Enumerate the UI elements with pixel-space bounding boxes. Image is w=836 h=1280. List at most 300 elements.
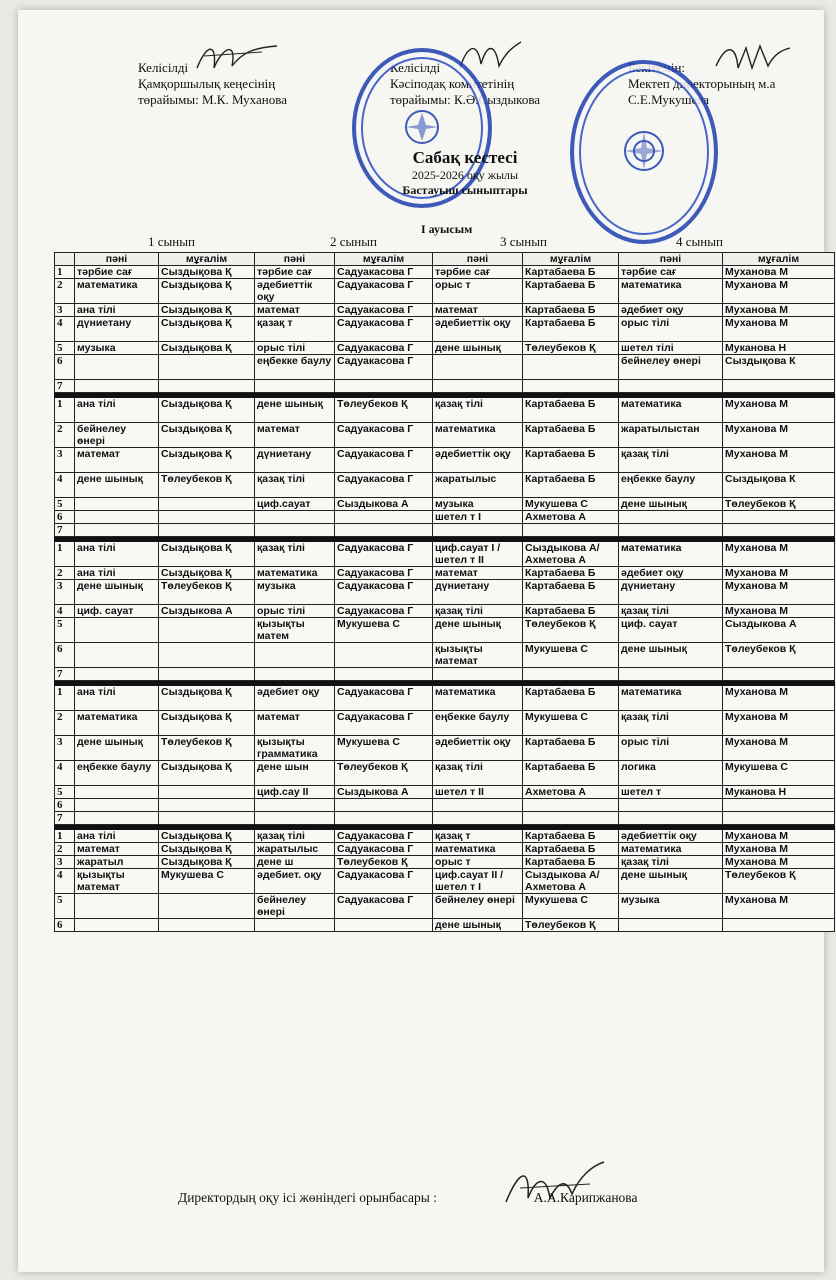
subject-class2: математ — [255, 423, 335, 448]
subject-class2 — [255, 524, 335, 537]
teacher-class2 — [335, 643, 433, 668]
subject-class3: тәрбие сағ — [433, 266, 523, 279]
teacher-class4: Төлеубеков Қ — [723, 869, 835, 894]
table-row — [55, 511, 835, 524]
subject-class1: дүниетану — [75, 317, 159, 342]
teacher-class1 — [159, 524, 255, 537]
subject-class3 — [433, 355, 523, 380]
teacher-class2 — [335, 668, 433, 681]
teacher-class3: Ахметова А — [523, 511, 619, 524]
subject-class1 — [75, 524, 159, 537]
subject-class3: еңбекке баулу — [433, 711, 523, 736]
subject-class1: математика — [75, 711, 159, 736]
teacher-class4: Сыздықова К — [723, 355, 835, 380]
seal-emblem-left — [402, 107, 442, 147]
subject-class4: әдебиеттік оқу — [619, 830, 723, 843]
teacher-class1 — [159, 894, 255, 919]
teacher-class1: Төлеубеков Қ — [159, 580, 255, 605]
teacher-class2 — [335, 812, 433, 825]
subject-class3: дүниетану — [433, 580, 523, 605]
teacher-class4: Муканова Н — [723, 342, 835, 355]
subject-class3: қазақ т — [433, 830, 523, 843]
subject-class3: орыс т — [433, 279, 523, 304]
table-row — [55, 812, 835, 825]
signature-footer — [500, 1158, 610, 1218]
lesson-number: 2 — [55, 711, 75, 736]
subject-class4: қазақ тілі — [619, 711, 723, 736]
teacher-class1 — [159, 511, 255, 524]
subject-class3: қазақ тілі — [433, 605, 523, 618]
title-main: Сабақ кестесі — [412, 148, 518, 167]
teacher-class4: Муханова М — [723, 266, 835, 279]
teacher-class2: Садуакасова Г — [335, 830, 433, 843]
subject-class2: қызықты грамматика — [255, 736, 335, 761]
lesson-number: 6 — [55, 799, 75, 812]
approval-right-line1: Бекітемін: — [628, 60, 686, 75]
subject-class4: музыка — [619, 894, 723, 919]
subject-class3: шетел т I — [433, 511, 523, 524]
table-row — [55, 786, 835, 799]
table-row — [55, 448, 835, 473]
teacher-class1: Сыздыкова А — [159, 605, 255, 618]
subject-class4: жаратылыстан — [619, 423, 723, 448]
table-row — [55, 686, 835, 711]
teacher-class3: Картабаева Б — [523, 856, 619, 869]
teacher-class3: Мукушева С — [523, 498, 619, 511]
subject-class1: ана тілі — [75, 398, 159, 423]
teacher-class4 — [723, 812, 835, 825]
subject-class3 — [433, 812, 523, 825]
teacher-class4: Муханова М — [723, 398, 835, 423]
col-subject-4: пәні — [619, 253, 723, 266]
teacher-class4: Муханова М — [723, 843, 835, 856]
teacher-class1 — [159, 812, 255, 825]
lesson-number: 1 — [55, 686, 75, 711]
lesson-number: 1 — [55, 542, 75, 567]
teacher-class4: Муханова М — [723, 423, 835, 448]
class-header-2: 2 сынып — [330, 234, 377, 249]
teacher-class3: Картабаева Б — [523, 266, 619, 279]
subject-class1 — [75, 643, 159, 668]
teacher-class3: Картабаева Б — [523, 423, 619, 448]
subject-class2: математ — [255, 304, 335, 317]
teacher-class4: Сыздыкова А — [723, 618, 835, 643]
col-subject-3: пәні — [433, 253, 523, 266]
teacher-class1 — [159, 355, 255, 380]
teacher-class2: Сыздыкова А — [335, 786, 433, 799]
teacher-class3: Картабаева Б — [523, 317, 619, 342]
teacher-class3: Картабаева Б — [523, 761, 619, 786]
teacher-class3: Төлеубеков Қ — [523, 919, 619, 932]
class-header-1: 1 сынып — [148, 234, 195, 249]
teacher-class4 — [723, 524, 835, 537]
table-row — [55, 919, 835, 932]
lesson-number: 2 — [55, 279, 75, 304]
teacher-class2: Садуакасова Г — [335, 894, 433, 919]
teacher-class2: Садуакасова Г — [335, 342, 433, 355]
class-header-3: 3 сынып — [500, 234, 547, 249]
subject-class2: орыс тілі — [255, 342, 335, 355]
lesson-number: 3 — [55, 580, 75, 605]
teacher-class3 — [523, 812, 619, 825]
subject-class4: бейнелеу өнері — [619, 355, 723, 380]
subject-class4 — [619, 524, 723, 537]
col-number — [55, 253, 75, 266]
approval-center-line3: төрайымы: К.Ә.Сыздыкова — [390, 92, 541, 107]
subject-class2: математика — [255, 567, 335, 580]
subject-class4 — [619, 511, 723, 524]
subject-class1 — [75, 355, 159, 380]
teacher-class2: Садуакасова Г — [335, 423, 433, 448]
table-row — [55, 423, 835, 448]
subject-class4: математика — [619, 542, 723, 567]
lesson-number: 5 — [55, 498, 75, 511]
teacher-class1: Сыздықова Қ — [159, 266, 255, 279]
subject-class2 — [255, 919, 335, 932]
teacher-class2: Садуакасова Г — [335, 279, 433, 304]
subject-class2: әдебиеттік оқу — [255, 279, 335, 304]
table-row — [55, 317, 835, 342]
lesson-number: 4 — [55, 869, 75, 894]
teacher-class2: Садуакасова Г — [335, 869, 433, 894]
teacher-class2 — [335, 511, 433, 524]
table-row — [55, 761, 835, 786]
teacher-class1: Сыздықова Қ — [159, 317, 255, 342]
subject-class4: қазақ тілі — [619, 856, 723, 869]
subject-class2: циф.сауат — [255, 498, 335, 511]
teacher-class2: Садуакасова Г — [335, 605, 433, 618]
table-row — [55, 830, 835, 843]
teacher-class3: Төлеубеков Қ — [523, 618, 619, 643]
lesson-number: 3 — [55, 856, 75, 869]
subject-class2 — [255, 643, 335, 668]
subject-class1 — [75, 919, 159, 932]
approval-center-line1: Келісілді — [390, 60, 441, 75]
subject-class3: қазақ тілі — [433, 761, 523, 786]
subject-class1 — [75, 894, 159, 919]
teacher-class1: Төлеубеков Қ — [159, 736, 255, 761]
teacher-class3: Картабаева Б — [523, 605, 619, 618]
subject-class1: дене шынық — [75, 736, 159, 761]
teacher-class2: Садуакасова Г — [335, 580, 433, 605]
teacher-class4: Муханова М — [723, 686, 835, 711]
table-row — [55, 279, 835, 304]
teacher-class4: Муханова М — [723, 567, 835, 580]
subject-class3: әдебиеттік оқу — [433, 448, 523, 473]
teacher-class4 — [723, 668, 835, 681]
subject-class3: дене шынық — [433, 342, 523, 355]
table-row — [55, 498, 835, 511]
subject-class2: тәрбие сағ — [255, 266, 335, 279]
teacher-class1: Сыздықова Қ — [159, 304, 255, 317]
teacher-class4 — [723, 919, 835, 932]
subject-class3: дене шынық — [433, 919, 523, 932]
lesson-number: 1 — [55, 830, 75, 843]
teacher-class2: Садуакасова Г — [335, 266, 433, 279]
teacher-class1: Төлеубеков Қ — [159, 473, 255, 498]
subject-class2: циф.сау II — [255, 786, 335, 799]
signature-right — [712, 38, 792, 78]
teacher-class3 — [523, 355, 619, 380]
table-row — [55, 711, 835, 736]
subject-class4 — [619, 380, 723, 393]
teacher-class1: Сыздықова Қ — [159, 423, 255, 448]
subject-class4: математика — [619, 843, 723, 856]
table-row — [55, 843, 835, 856]
lesson-number: 6 — [55, 919, 75, 932]
subject-class2 — [255, 511, 335, 524]
teacher-class1: Сыздықова Қ — [159, 686, 255, 711]
lesson-number: 2 — [55, 843, 75, 856]
subject-class3: жаратылыс — [433, 473, 523, 498]
subject-class4: математика — [619, 686, 723, 711]
table-row — [55, 668, 835, 681]
subject-class3: шетел т II — [433, 786, 523, 799]
footer-name: А.А.Карипжанова — [533, 1190, 638, 1205]
teacher-class3: Картабаева Б — [523, 686, 619, 711]
subject-class2: еңбекке баулу — [255, 355, 335, 380]
subject-class1: бейнелеу өнері — [75, 423, 159, 448]
subject-class3: циф.сауат I /шетел т II — [433, 542, 523, 567]
teacher-class1: Сыздықова Қ — [159, 567, 255, 580]
subject-class1: қызықты математ — [75, 869, 159, 894]
teacher-class3 — [523, 524, 619, 537]
subject-class3: әдебиеттік оқу — [433, 736, 523, 761]
subject-class3: циф.сауат II / шетел т I — [433, 869, 523, 894]
teacher-class2: Төлеубеков Қ — [335, 398, 433, 423]
teacher-class2: Садуакасова Г — [335, 304, 433, 317]
teacher-class3: Картабаева Б — [523, 580, 619, 605]
table-row — [55, 856, 835, 869]
subject-class3 — [433, 668, 523, 681]
table-row — [55, 524, 835, 537]
teacher-class4: Муханова М — [723, 542, 835, 567]
teacher-class1 — [159, 668, 255, 681]
teacher-class3: Сыздыкова А/ Ахметова А — [523, 542, 619, 567]
subject-class3: математика — [433, 843, 523, 856]
teacher-class3: Картабаева Б — [523, 398, 619, 423]
teacher-class4: Муханова М — [723, 711, 835, 736]
teacher-class1 — [159, 380, 255, 393]
subject-class4 — [619, 668, 723, 681]
subject-class4: дүниетану — [619, 580, 723, 605]
table-row — [55, 304, 835, 317]
teacher-class2: Садуакасова Г — [335, 355, 433, 380]
teacher-class3 — [523, 668, 619, 681]
subject-class4: математика — [619, 279, 723, 304]
col-teacher-1: мұғалім — [159, 253, 255, 266]
title-year: 2025-2026 оқу жылы — [411, 168, 519, 182]
subject-class1: дене шынық — [75, 580, 159, 605]
subject-class2: дене ш — [255, 856, 335, 869]
approval-left-line1: Келісілді — [138, 60, 189, 75]
subject-class3: математика — [433, 423, 523, 448]
teacher-class2: Садуакасова Г — [335, 711, 433, 736]
teacher-class2: Төлеубеков Қ — [335, 761, 433, 786]
teacher-class1 — [159, 799, 255, 812]
teacher-class2: Төлеубеков Қ — [335, 856, 433, 869]
teacher-class4 — [723, 799, 835, 812]
schedule-title — [330, 148, 600, 198]
lesson-number: 5 — [55, 894, 75, 919]
teacher-class2: Садуакасова Г — [335, 473, 433, 498]
table-row — [55, 643, 835, 668]
subject-class3 — [433, 524, 523, 537]
teacher-class1: Сыздықова Қ — [159, 448, 255, 473]
footer-role: Директордың оқу ісі жөніндегі орынбасары : — [178, 1190, 437, 1205]
lesson-number: 6 — [55, 643, 75, 668]
subject-class1: математ — [75, 843, 159, 856]
lesson-number: 7 — [55, 668, 75, 681]
subject-class3 — [433, 380, 523, 393]
subject-class1 — [75, 786, 159, 799]
teacher-class4: Муханова М — [723, 830, 835, 843]
table-row — [55, 342, 835, 355]
table-row — [55, 894, 835, 919]
table-row — [55, 580, 835, 605]
teacher-class2: Садуакасова Г — [335, 317, 433, 342]
subject-class2: бейнелеу өнері — [255, 894, 335, 919]
table-row — [55, 355, 835, 380]
teacher-class1: Сыздықова Қ — [159, 711, 255, 736]
subject-class2 — [255, 812, 335, 825]
subject-class2: жаратылыс — [255, 843, 335, 856]
teacher-class3: Картабаева Б — [523, 473, 619, 498]
table-row — [55, 380, 835, 393]
subject-class2: қызықты матем — [255, 618, 335, 643]
approval-left-line2: Қамқоршылық кеңесінің — [138, 76, 276, 91]
subject-class1: ана тілі — [75, 686, 159, 711]
subject-class1: дене шынық — [75, 473, 159, 498]
teacher-class3: Картабаева Б — [523, 567, 619, 580]
teacher-class1: Сыздықова Қ — [159, 398, 255, 423]
teacher-class1 — [159, 786, 255, 799]
subject-class1: музыка — [75, 342, 159, 355]
subject-class3: орыс т — [433, 856, 523, 869]
subject-class3: математ — [433, 567, 523, 580]
teacher-class2 — [335, 380, 433, 393]
signature-left — [192, 38, 282, 78]
teacher-class3: Картабаева Б — [523, 279, 619, 304]
subject-class1: математика — [75, 279, 159, 304]
subject-class4: еңбекке баулу — [619, 473, 723, 498]
teacher-class2 — [335, 799, 433, 812]
subject-class2: қазақ тілі — [255, 830, 335, 843]
teacher-class4: Муханова М — [723, 580, 835, 605]
teacher-class4: Төлеубеков Қ — [723, 498, 835, 511]
teacher-class1: Сыздықова Қ — [159, 856, 255, 869]
lesson-number: 6 — [55, 511, 75, 524]
subject-class2: қазақ тілі — [255, 473, 335, 498]
subject-class3: дене шынық — [433, 618, 523, 643]
teacher-class4: Сыздықова К — [723, 473, 835, 498]
teacher-class2: Мукушева С — [335, 736, 433, 761]
teacher-class1: Сыздықова Қ — [159, 279, 255, 304]
subject-class3: математ — [433, 304, 523, 317]
title-level: Бастауыш сыныптары — [402, 183, 528, 197]
teacher-class4: Муханова М — [723, 736, 835, 761]
lesson-number: 7 — [55, 380, 75, 393]
teacher-class1 — [159, 919, 255, 932]
subject-class4: орыс тілі — [619, 317, 723, 342]
teacher-class4 — [723, 380, 835, 393]
subject-class3: қазақ тілі — [433, 398, 523, 423]
teacher-class3: Мукушева С — [523, 643, 619, 668]
table-row — [55, 736, 835, 761]
subject-class2: дене шын — [255, 761, 335, 786]
subject-class4: қазақ тілі — [619, 448, 723, 473]
subject-class1 — [75, 498, 159, 511]
lesson-number: 6 — [55, 355, 75, 380]
subject-class1: ана тілі — [75, 304, 159, 317]
schedule-body — [55, 266, 835, 932]
teacher-class3: Картабаева Б — [523, 304, 619, 317]
teacher-class3: Мукушева С — [523, 894, 619, 919]
subject-class1 — [75, 668, 159, 681]
lesson-number: 4 — [55, 761, 75, 786]
teacher-class2: Садуакасова Г — [335, 567, 433, 580]
subject-class1: ана тілі — [75, 830, 159, 843]
subject-class2: қазақ т — [255, 317, 335, 342]
subject-class1 — [75, 812, 159, 825]
subject-class4 — [619, 812, 723, 825]
teacher-class3: Картабаева Б — [523, 736, 619, 761]
subject-class4: орыс тілі — [619, 736, 723, 761]
subject-class1: математ — [75, 448, 159, 473]
lesson-number: 7 — [55, 812, 75, 825]
teacher-class1 — [159, 643, 255, 668]
lesson-number: 3 — [55, 304, 75, 317]
subject-class2 — [255, 380, 335, 393]
teacher-class2: Садуакасова Г — [335, 542, 433, 567]
subject-class4: логика — [619, 761, 723, 786]
teacher-class3 — [523, 799, 619, 812]
table-row — [55, 605, 835, 618]
teacher-class3: Картабаева Б — [523, 448, 619, 473]
lesson-number: 1 — [55, 398, 75, 423]
teacher-class2: Садуакасова Г — [335, 686, 433, 711]
subject-class1: тәрбие сағ — [75, 266, 159, 279]
subject-class2 — [255, 799, 335, 812]
lesson-number: 1 — [55, 266, 75, 279]
subject-class4: дене шынық — [619, 643, 723, 668]
lesson-number: 2 — [55, 567, 75, 580]
subject-class3: әдебиеттік оқу — [433, 317, 523, 342]
teacher-class4: Муханова М — [723, 605, 835, 618]
lesson-number: 4 — [55, 605, 75, 618]
subject-class4: шетел т — [619, 786, 723, 799]
teacher-class4: Муханова М — [723, 856, 835, 869]
subject-class2: әдебиет оқу — [255, 686, 335, 711]
teacher-class4: Төлеубеков Қ — [723, 643, 835, 668]
approval-left-line3: төрайымы: М.К. Муханова — [138, 92, 287, 107]
teacher-class4 — [723, 511, 835, 524]
teacher-class3: Картабаева Б — [523, 843, 619, 856]
teacher-class2: Садуакасова Г — [335, 448, 433, 473]
lesson-number: 2 — [55, 423, 75, 448]
subject-class4: дене шынық — [619, 869, 723, 894]
col-teacher-2: мұғалім — [335, 253, 433, 266]
teacher-class1: Сыздықова Қ — [159, 542, 255, 567]
teacher-class3: Ахметова А — [523, 786, 619, 799]
teacher-class2: Садуакасова Г — [335, 843, 433, 856]
lesson-number: 5 — [55, 786, 75, 799]
subject-class1 — [75, 511, 159, 524]
table-row — [55, 567, 835, 580]
approval-right-line2: Мектеп директорының м.а — [628, 76, 776, 91]
col-subject-1: пәні — [75, 253, 159, 266]
col-teacher-3: мұғалім — [523, 253, 619, 266]
